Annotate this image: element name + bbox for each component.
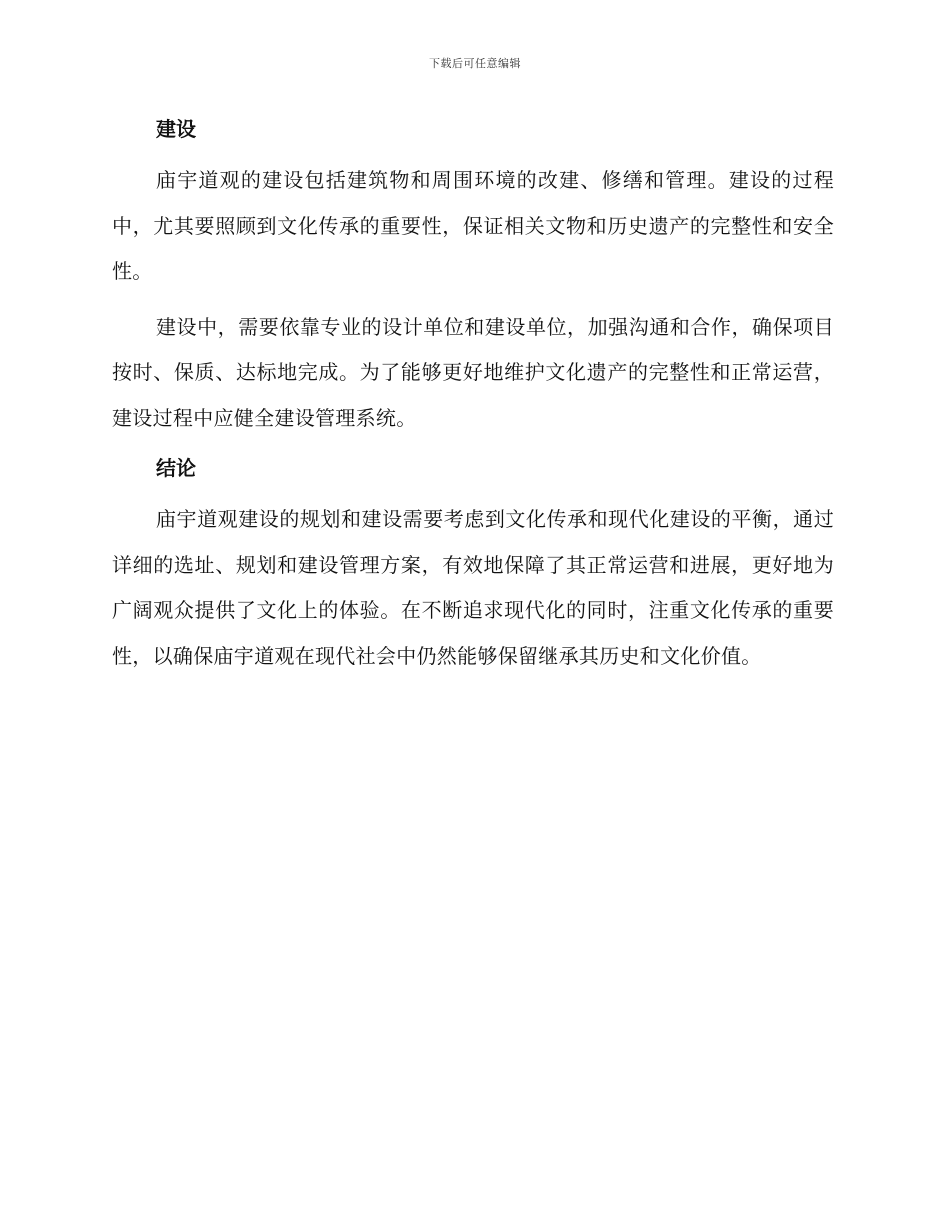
section-construction	[112, 112, 834, 441]
section-conclusion	[112, 451, 834, 679]
section-heading: 结论	[156, 456, 196, 480]
document-body	[112, 112, 834, 689]
header-note: 下载后可任意编辑	[429, 57, 521, 70]
paragraph: 建设中，需要依靠专业的设计单位和建设单位，加强沟通和合作，确保项目按时、保质、达标地完成。为了能够更好地维护文化遗产的完整性和正常运营，建设过程中应健全建设管理系统。	[112, 314, 834, 430]
paragraph: 庙宇道观建设的规划和建设需要考虑到文化传承和现代化建设的平衡，通过详细的选址、规划和建设管理方案，有效地保障了其正常运营和进展，更好地为广阔观众提供了文化上的体验。在不断追求现代化的同时，注重文化传承的重要性，以确保庙宇道观在现代社会中仍然能够保留继承其历史和文化价值。	[112, 507, 834, 668]
section-heading: 建设	[156, 117, 196, 141]
paragraph: 庙宇道观的建设包括建筑物和周围环境的改建、修缮和管理。建设的过程中，尤其要照顾到文化传承的重要性，保证相关文物和历史遗产的完整性和安全性。	[112, 168, 834, 283]
